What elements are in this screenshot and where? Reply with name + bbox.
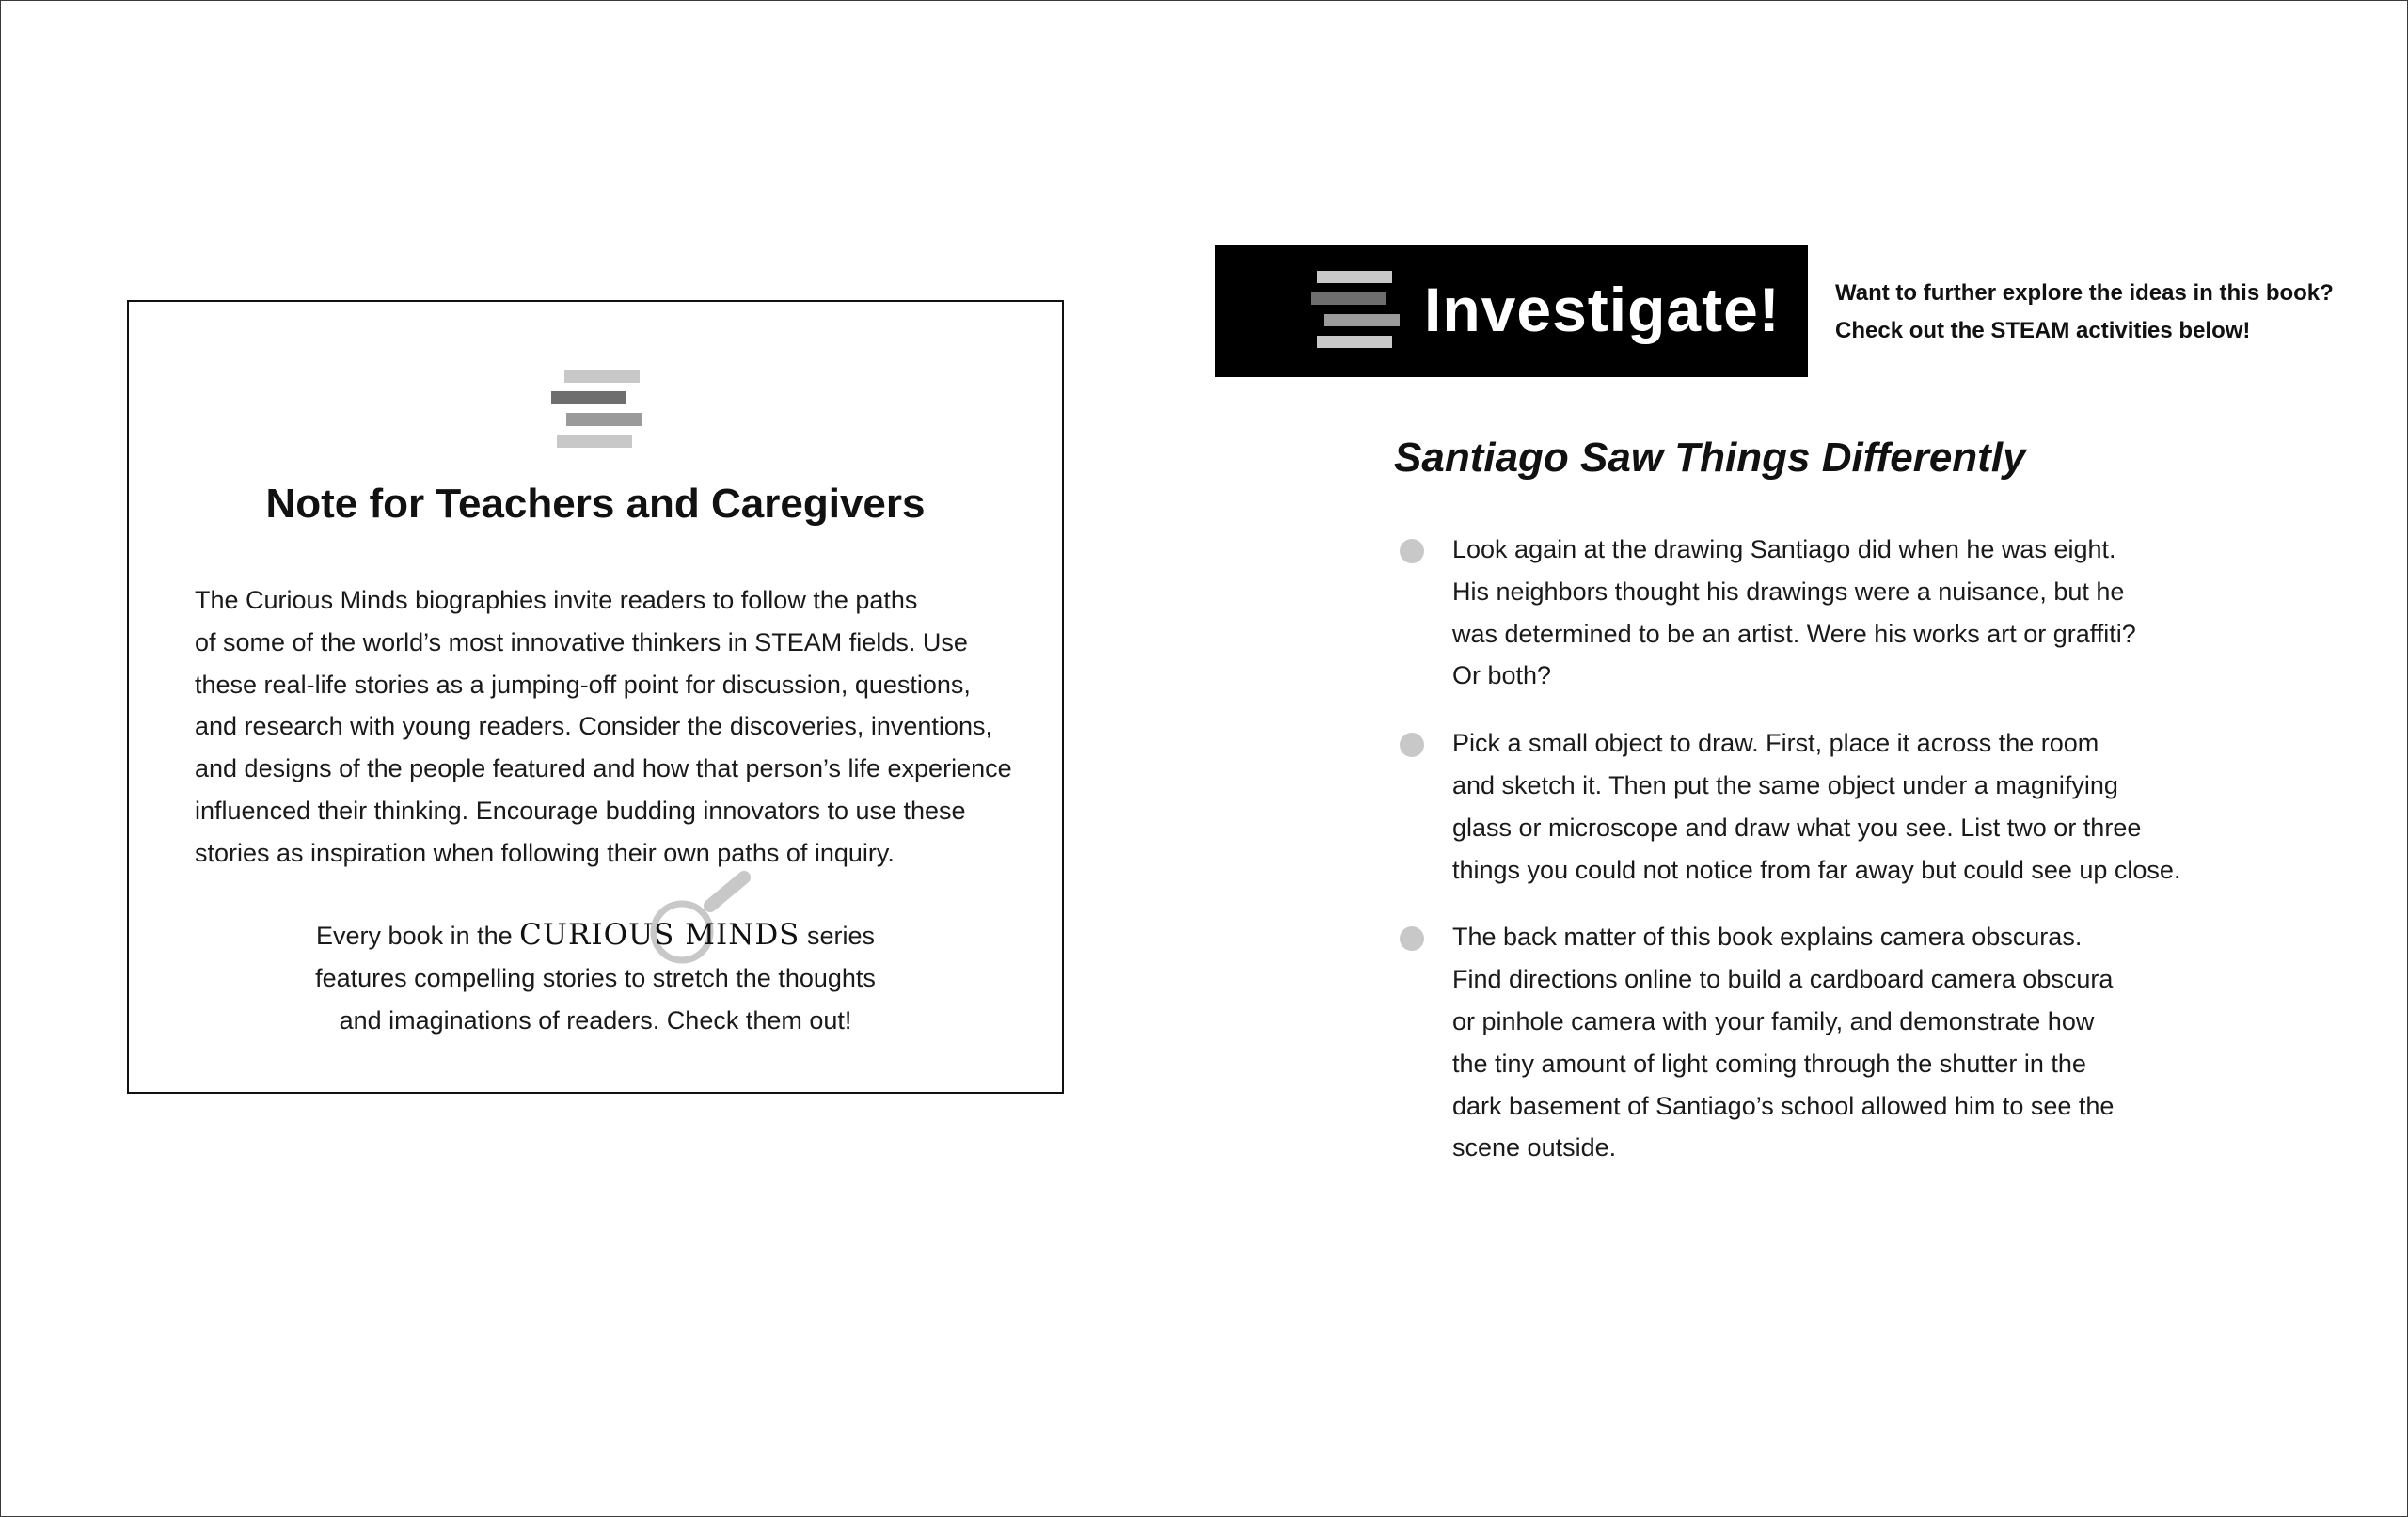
note-paragraph-line: these real-life stories as a jumping-off point for discussion, questions, [195, 670, 971, 699]
note-paragraph-line: and designs of the people featured and how that person’s life experience [195, 754, 1012, 783]
activity-line: The back matter of this book explains camera obscuras. [1452, 923, 2083, 952]
note-paragraph-line: and research with young readers. Consider the discoveries, inventions, [195, 712, 992, 741]
activity-line: glass or microscope and draw what you see. List two or three [1452, 813, 2142, 842]
activity-line: Or both? [1452, 661, 1552, 690]
section-title: Santiago Saw Things Differently [1394, 435, 2026, 481]
activity-item [1400, 722, 2180, 891]
activity-line: or pinhole camera with your family, and demonstrate how [1452, 1006, 2095, 1035]
note-paragraph-line: stories as inspiration when following their own paths of inquiry. [195, 838, 895, 867]
note-paragraph [195, 579, 1022, 875]
activity-line: things you could not notice from far away but could see up close. [1452, 855, 2181, 884]
activity-line: Look again at the drawing Santiago did when he was eight. [1452, 535, 2116, 563]
series-blurb [129, 914, 1062, 1041]
series-line-1 [129, 914, 1062, 957]
note-paragraph-line: influenced their thinking. Encourage budding innovators to use these [195, 796, 966, 825]
activity-line: the tiny amount of light coming through the shutter in the [1452, 1049, 2086, 1078]
activity-line: Find directions online to build a cardboard camera obscura [1452, 965, 2114, 994]
investigate-banner [1215, 245, 1808, 377]
activity-line: was determined to be an artist. Were his works art or graffiti? [1452, 619, 2136, 648]
activity-item [1400, 916, 2180, 1169]
banner-intro [1835, 275, 2334, 350]
bullet-icon [1400, 733, 1424, 757]
activity-line: and sketch it. Then put the same object under a magnifying [1452, 770, 2118, 799]
note-title: Note for Teachers and Caregivers [265, 481, 926, 527]
note-paragraph-line: The Curious Minds biographies invite readers to follow the paths [195, 586, 918, 614]
activity-line: dark basement of Santiago’s school allowed him to see the [1452, 1091, 2115, 1120]
activity-line: Pick a small object to draw. First, place it across the room [1452, 729, 2099, 758]
activity-line: scene outside. [1452, 1133, 1617, 1162]
banner-intro-line: Check out the STEAM activities below! [1835, 318, 2251, 343]
activity-item [1400, 529, 2180, 697]
banner-intro-line: Want to further explore the ideas in this book? [1835, 280, 2334, 306]
series-brand-name: CURIOUS MINDS [519, 918, 800, 952]
banner-title: Investigate! [1424, 275, 1781, 344]
stacked-bars-icon [1311, 271, 1405, 356]
note-box [127, 300, 1064, 1094]
bullet-icon [1400, 926, 1424, 951]
series-suffix: series [800, 922, 875, 950]
bullet-icon [1400, 539, 1424, 563]
activity-list [1400, 529, 2180, 1194]
note-paragraph-line: of some of the world’s most innovative thinkers in STEAM fields. Use [195, 627, 968, 656]
stacked-bars-icon [551, 370, 655, 454]
series-line-3: and imaginations of readers. Check them out! [339, 1005, 852, 1035]
series-prefix: Every book in the [316, 922, 520, 950]
activity-line: His neighbors thought his drawings were a nuisance, but he [1452, 577, 2125, 606]
series-line-2: features compelling stories to stretch the thoughts [315, 963, 876, 992]
